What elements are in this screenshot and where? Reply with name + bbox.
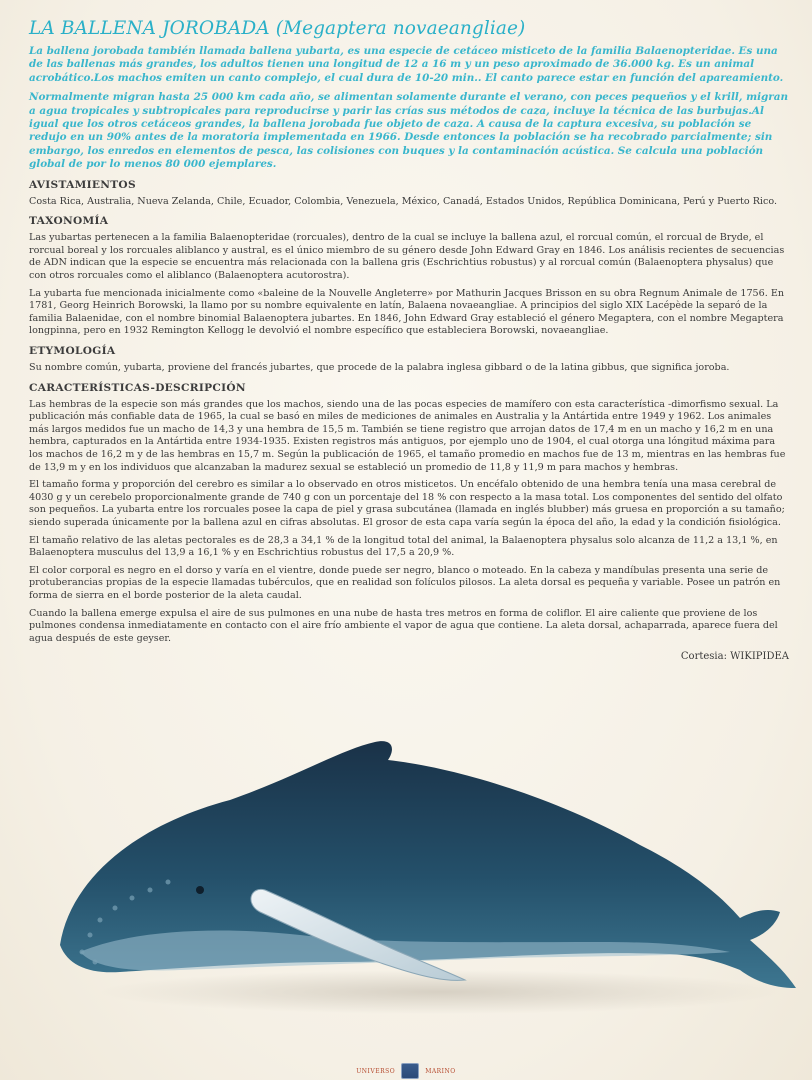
etymologia-paragraph: Su nombre común, yubarta, proviene del francés jubartes, que procede de la palabra inglesa gibbard o de la latina gibbus, que significa joroba. bbox=[29, 362, 730, 373]
footer-logo-left: UNIVERSO bbox=[356, 1067, 396, 1075]
section-heading-etymologia: ETYMOLOGÍA bbox=[29, 345, 116, 357]
whale-eye bbox=[196, 886, 204, 894]
caracteristicas-paragraph-2: El tamaño forma y proporción del cerebro es similar a lo observado en otros misticetos. Un encéfalo obtenido de una hembra tenía una masa cerebral de 4030 g y un cerebelo proporcionalmente grande de 740 g con un porcentaje del 18 % con respecto a la masa total. Los componentes del sentido del olfato son pequeños. La yubarta entre los rorcuales posee la capa de piel y grasa subcutánea (llamada en inglés blubber) más gruesa en proporción a su tamaño; siendo superada únicamente por la ballena azul en cifras absolutas. El grosor de esta capa varía según la época del año, la edad y la condición fisiológica. bbox=[29, 479, 785, 528]
section-heading-caracteristicas: CARACTERÍSTICAS-DESCRIPCIÓN bbox=[29, 381, 246, 394]
caracteristicas-paragraph-4: El color corporal es negro en el dorso y varía en el vientre, donde puede ser negro, blanco o moteado. En la cabeza y mandíbulas presenta una serie de protuberancias propias de la especie llamadas tubérculos, que en realidad son folículos pilosos. La aleta dorsal es pequeña y variable. Posee un patrón en forma de sierra en el borde posterior de la aleta caudal. bbox=[29, 564, 781, 601]
title-common: LA BALLENA JOROBADA bbox=[29, 18, 270, 39]
seal-icon bbox=[401, 1063, 419, 1079]
caracteristicas-paragraph-1: Las hembras de la especie son más grandes que los machos, siendo una de las pocas especies de mamífero con esta característica -dimorfismo sexual. La publicación más confiable data de 1965, la cual se basó en miles de mediciones de animales en Australia y la Antártida entre 1949 y 1962. Los animales más largos medidos fue un macho de 14,3 y una hembra de 15,5 m. También se tiene registro que arrojan datos de 17,4 m en un macho y 16,2 m en una hembra, capturados en la Antártida entre 1934-1935. Existen registros más antiguos, por ejemplo uno de 1904, el cual otorga una lóngitud máxima para los machos de 16,2 m y de las hembras en 15,7 m. Según la publicación de 1965, el tamaño promedio en machos fue de 13 m, mientras en las hembras fue de 13,9 m y en los individuos que alcanzaban la madurez sexual se estableció un promedio de 11,8 y 11,9 m para machos y hembras. bbox=[29, 398, 786, 473]
footer-logo-right: MARINO bbox=[425, 1067, 456, 1075]
caracteristicas-paragraph-3: El tamaño relativo de las aletas pectorales es de 28,3 a 34,1 % de la longitud total del animal, la Balaenoptera physalus solo alcanza de 11,2 a 13,1 %, en Balaenoptera musculus del 13,9 a 16,1 % y en Eschrichtius robustus del 17,5 a 20,9 %. bbox=[29, 534, 778, 559]
caracteristicas-paragraph-5: Cuando la ballena emerge expulsa el aire de sus pulmones en una nube de hasta tres metros en forma de coliflor. El aire caliente que proviene de los pulmones condensa inmediatamente en contacto con el aire frío ambiente el vapor de agua que contiene. La aleta dorsal, achaparrada, aparece fuera del agua después de este geyser. bbox=[29, 607, 778, 644]
intro-paragraph-2: Normalmente migran hasta 25 000 km cada año, se alimentan solamente durante el verano, con peces pequeños y el krill, migran a agua tropicales y subtropicales para reproducirse y parir las crías sus métodos de caza, incluye la técnica de las burbujas.Al igual que los otros cetáceos grandes, la ballena jorobada fue objeto de caza. A causa de la captura excesiva, su población se redujo en un 90% antes de la moratoria implementada en 1966. Desde entonces la población se ha recobrado parcialmente; sin embargo, los enredos en elementos de pesca, las colisiones con buques y la contaminación acústica. Se calcula una población global de por lo menos 80 000 ejemplares. bbox=[29, 91, 789, 171]
title-scientific: (Megaptera novaeangliae) bbox=[275, 18, 526, 39]
footer-logo bbox=[345, 1062, 467, 1080]
section-heading-taxonomia: TAXONOMÍA bbox=[29, 215, 109, 228]
taxonomia-paragraph-1: Las yubartas pertenecen a la familia Balaenopteridae (rorcuales), dentro de la cual se incluye la ballena azul, el rorcual común, el rorcual de Bryde, el rorcual boreal y los rorcuales aliblanco y austral, es el único miembro de su género desde John Edward Gray en 1846. Los análisis recientes de secuencias de ADN indican que la especie se encuentra más relacionada con la ballena gris (Eschrichtius robustus) y al rorcual común (Balaenoptera physalus) que con otros rorcuales como el aliblanco (Balaenoptera acutorostra). bbox=[29, 232, 785, 282]
intro-paragraph-1: La ballena jorobada también llamada ballena yubarta, es una especie de cetáceo misticeto de la familia Balaenopteridae. Es una de las ballenas más grandes, los adultos tienen una longitud de 12 a 16 m y un peso aproximado de 36.000 kg. Es un animal acrobático.Los machos emiten un canto complejo, el cual dura de 10-20 min.. El canto parece estar en función del apareamiento. bbox=[29, 45, 784, 84]
page-title bbox=[29, 18, 789, 39]
section-heading-avistamientos: AVISTAMIENTOS bbox=[29, 178, 136, 191]
humpback-whale-illustration bbox=[40, 730, 800, 1020]
taxonomia-paragraph-2: La yubarta fue mencionada inicialmente como «baleine de la Nouvelle Angleterre» por Mathurin Jacques Brisson en su obra Regnum Animale de 1756. En 1781, Georg Heinrich Borowski, la llamo por su nombre equivalente en latín, Balaena novaeangliae. A principios del siglo XIX Lacépède la separó de la familia Balaenidae, con el nombre binomial Balaenoptera jubartes. En 1846, John Edward Gray estableció el género Megaptera, con el nombre Megaptera longpinna, pero en 1932 Remington Kellogg le devolvió el nombre específico que estableciera Borowski, novaeangliae. bbox=[29, 287, 785, 337]
avistamientos-paragraph: Costa Rica, Australia, Nueva Zelanda, Chile, Ecuador, Colombia, Venezuela, México, Canadá, Estados Unidos, República Dominicana, Perú y Puerto Rico. bbox=[29, 195, 778, 207]
article bbox=[29, 18, 789, 662]
credit-line: Cortesia: WIKIPIDEA bbox=[680, 651, 789, 663]
